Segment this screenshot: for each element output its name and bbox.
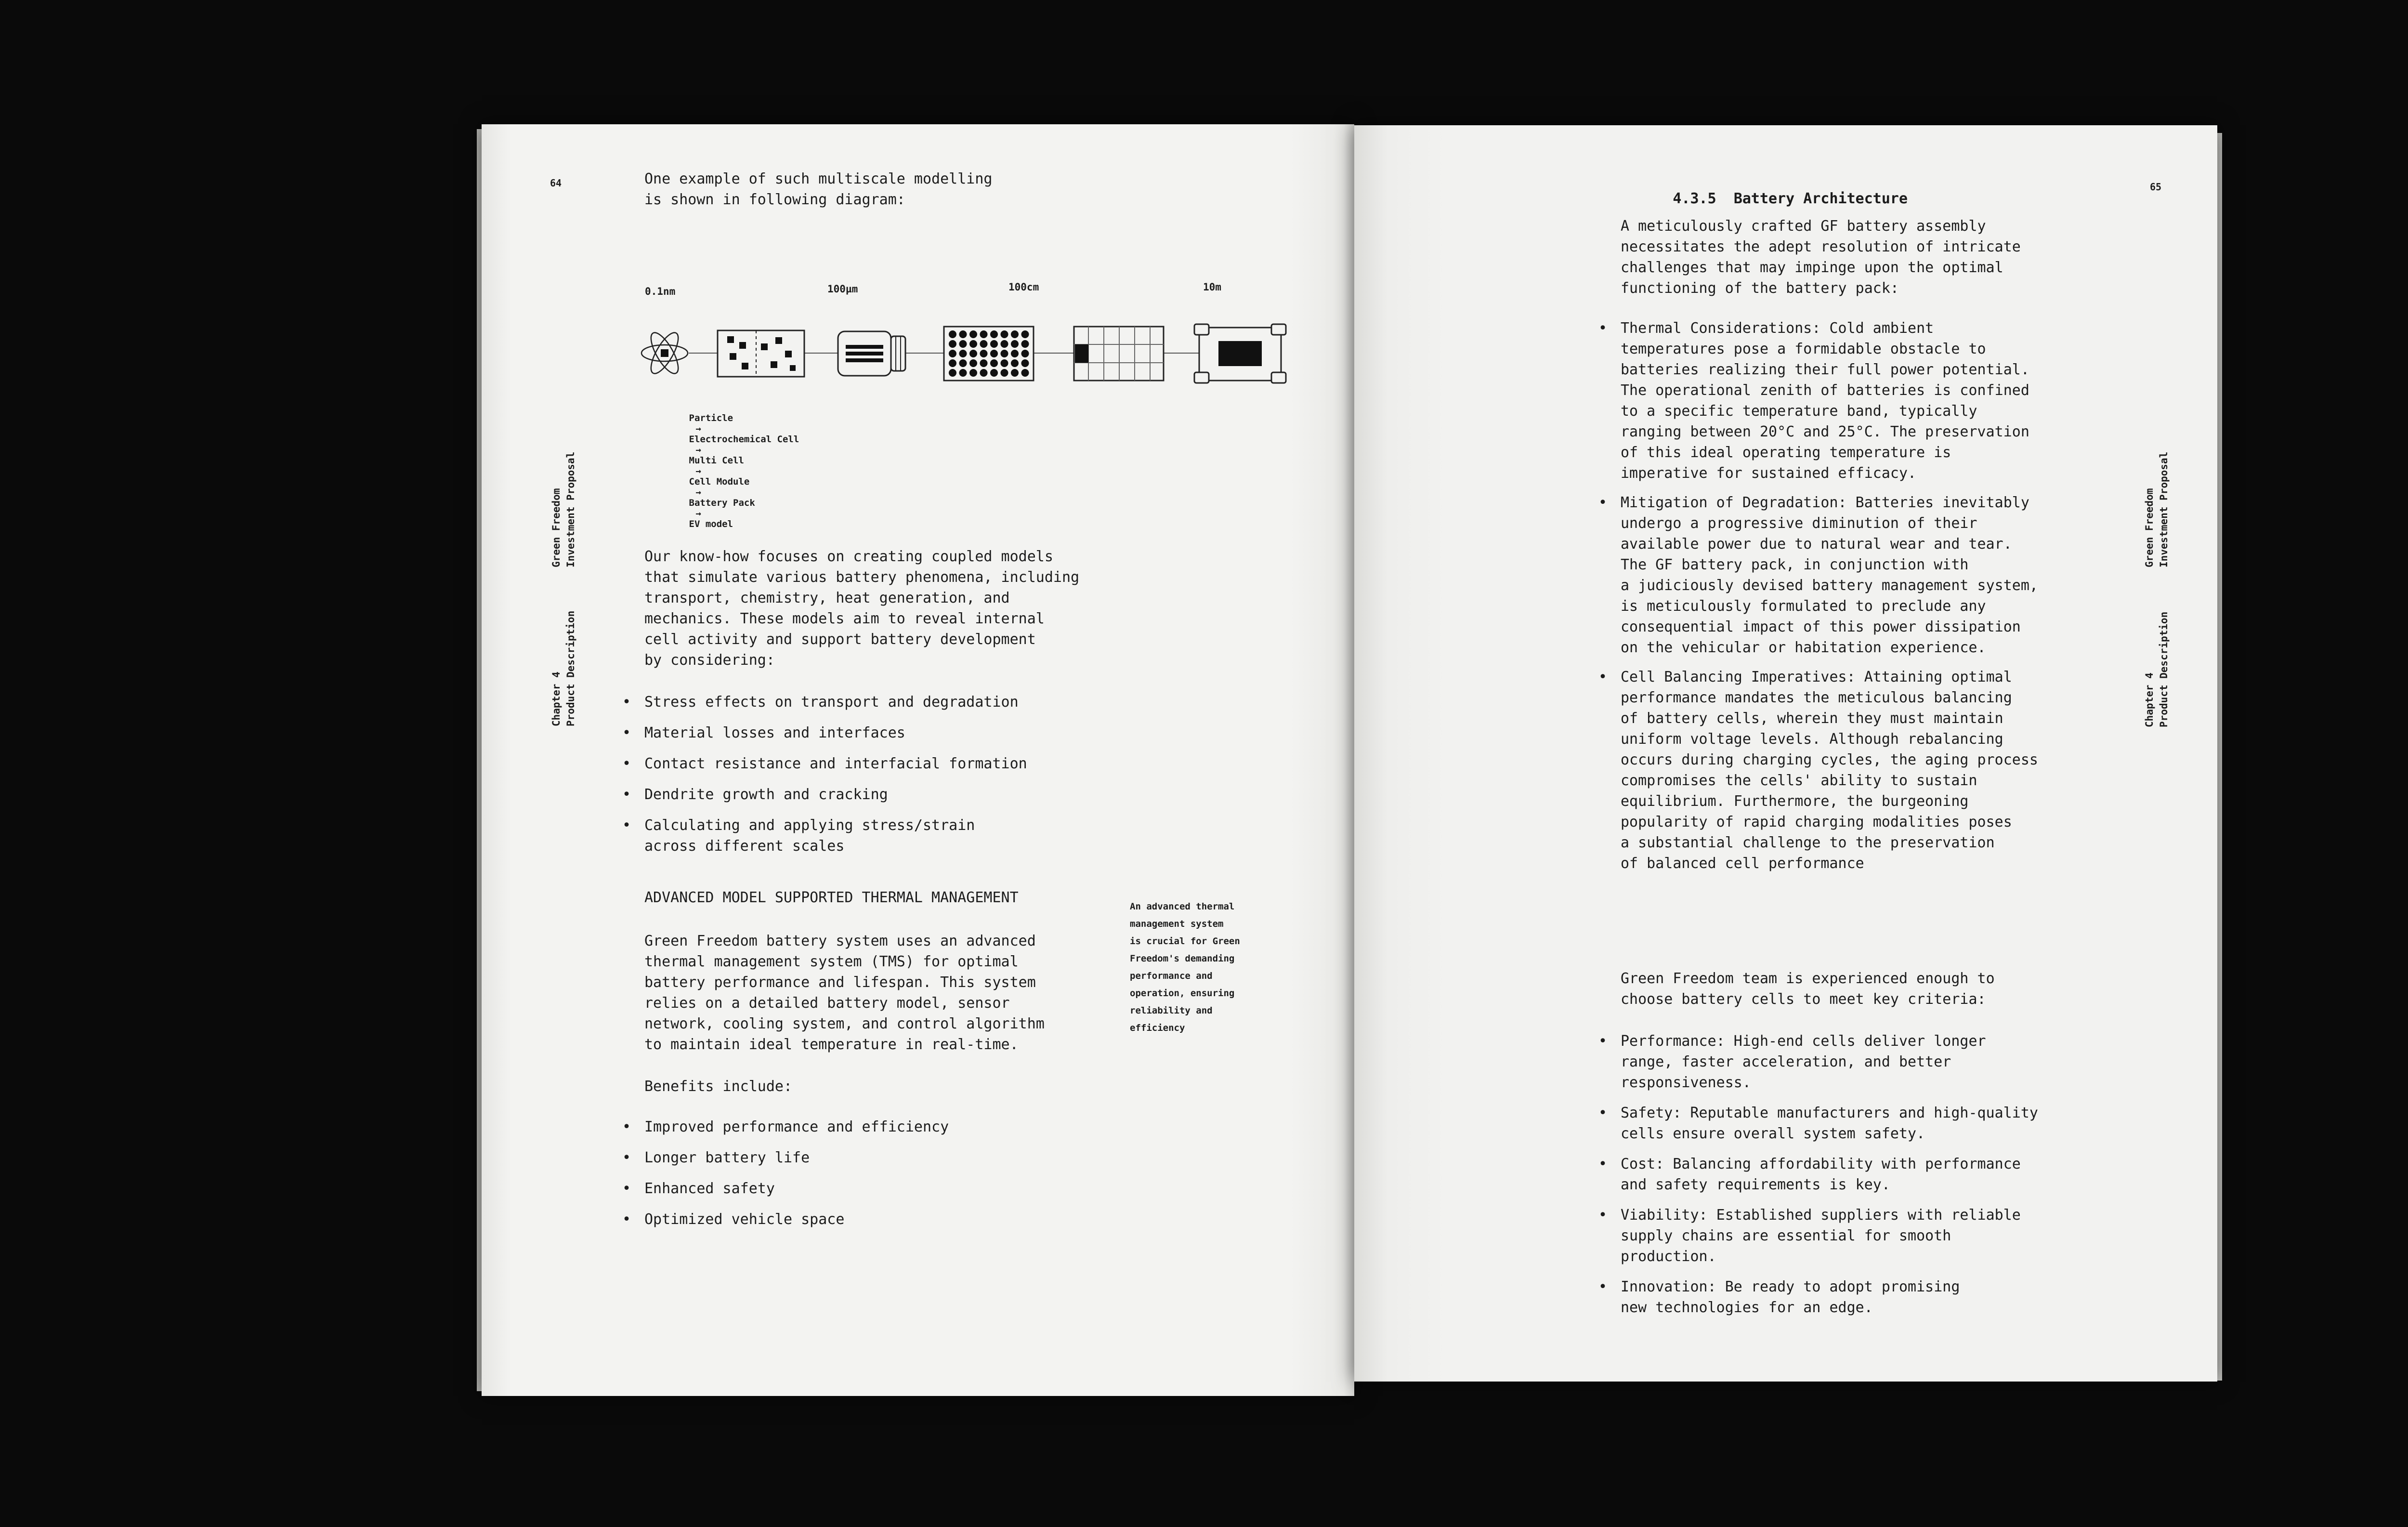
list-item: • Contact resistance and interfacial formation [644,753,1027,774]
list-item: • Material losses and interfaces [644,723,1027,743]
stage-ev-model: EV model [689,519,733,529]
list-item: • Performance: High-end cells deliver longer range, faster acceleration, and better responsiveness. [1621,1031,2038,1093]
list-item: • Longer battery life [644,1147,949,1168]
left-page [482,124,1354,1396]
diagram-intro: One example of such multiscale modelling is shown in following diagram: [644,171,993,208]
right-page [1354,125,2217,1382]
cell-module-icon [944,327,1034,381]
list-item: • Safety: Reputable manufacturers and high-quality cells ensure overall system safety. [1621,1103,2038,1144]
sidebar-document-title: Green Freedom Investment Proposal [550,451,576,567]
sidebar-chapter: Chapter 4 Product Description [550,610,576,726]
page-number-left: 64 [550,177,562,189]
stage-cell-module: Cell Module [689,476,750,487]
challenges-list [1621,318,2038,874]
diagram-icons [641,317,1305,389]
scale-label: 0.1nm [645,286,676,297]
list-item: • Thermal Considerations: Cold ambient temperatures pose a formidable obstacle to batteries realizing their full power potential. The operational zenith of batteries is confined to a specific temperature band, typically ranging between 20°C and 25°C. The preservation of this ideal operating temperature is imperative for sustained efficacy. [1621,318,2038,484]
stage-multi-cell: Multi Cell [689,455,744,466]
list-item: • Mitigation of Degradation: Batteries inevitably undergo a progressive diminution of their available power due to natural wear and tear. The GF battery pack, in conjunction with a judiciously devised battery management system, is meticulously formulated to preclude any consequential impact of this power dissipation on the vehicular or habitation experience. [1621,492,2038,658]
architecture-intro: A meticulously crafted GF battery assembly necessitates the adept resolution of intricate challenges that may impinge upon the optimal functioning of the battery pack: [1621,218,2021,297]
section-number: 4.3.5 [1673,190,1716,207]
stage-electrochemical-cell: Electrochemical Cell [689,434,799,445]
stage-battery-pack: Battery Pack [689,498,755,508]
list-item: • Stress effects on transport and degradation [644,692,1027,712]
list-item: • Enhanced safety [644,1178,949,1199]
arrow-icon: → [695,487,701,498]
team-paragraph: Green Freedom team is experienced enough to choose battery cells to meet key criteria: [1621,970,1995,1008]
arrow-icon: → [695,508,701,519]
tms-paragraph: Green Freedom battery system uses an advanced thermal management system (TMS) for optimal battery performance and lifespan. This system relies on a detailed battery model, sensor network, cooling system, and control algorithm to maintain ideal temperature in real-time. [644,933,1045,1053]
list-item: • Cost: Balancing affordability with performance and safety requirements is key. [1621,1154,2038,1195]
multi-cell-icon [838,331,905,376]
tms-heading: ADVANCED MODEL SUPPORTED THERMAL MANAGEMENT [644,889,1019,906]
sidebar-document-title: Green Freedom Investment Proposal [2144,451,2170,567]
stage-labels [645,402,799,540]
arrow-icon: → [695,466,701,476]
list-item: • Cell Balancing Imperatives: Attaining optimal performance mandates the meticulous balancing of battery cells, wherein they must maintain uniform voltage levels. Although rebalancing occurs during charging cycles, the aging process compromises the cells' ability to sustain equilibrium. Furthermore, the burgeoning popularity of rapid charging modalities poses a substantial challenge to the preservation of balanced cell performance [1621,667,2038,874]
benefits-intro: Benefits include: [644,1078,793,1095]
sidebar-chapter: Chapter 4 Product Description [2144,611,2170,727]
knowhow-paragraph: Our know-how focuses on creating coupled models that simulate various battery phenomena, including transport, chemistry, heat generation, and mechanics. These models aim to reveal internal cell activity and support battery development by considering: [644,548,1080,669]
criteria-list [1621,1031,2038,1318]
side-note: An advanced thermal management system is crucial for Green Freedom's demanding performance and operation, ensuring reliability and efficiency [1130,901,1240,1033]
electrochemical-cell-icon [718,330,804,377]
list-item: • Calculating and applying stress/strain across different scales [644,815,1027,856]
arrow-icon: → [695,423,701,434]
list-item: • Innovation: Be ready to adopt promising new technologies for an edge. [1621,1277,2038,1318]
section-title: Battery Architecture [1733,190,1908,207]
list-item: • Improved performance and efficiency [644,1117,949,1137]
scale-label: 100µm [827,283,858,295]
list-item: • Viability: Established suppliers with reliable supply chains are essential for smooth production. [1621,1205,2038,1267]
arrow-icon: → [695,445,701,455]
list-item: • Optimized vehicle space [644,1209,949,1230]
multiscale-diagram [641,278,1315,529]
battery-pack-icon [1074,327,1164,381]
atom-icon [641,329,688,377]
page-number-right: 65 [2150,181,2162,193]
scale-label: 10m [1203,281,1221,293]
benefits-list [644,1117,949,1230]
stage-particle: Particle [689,413,733,423]
scale-label: 100cm [1008,281,1039,293]
ev-model-icon [1194,324,1286,383]
list-item: • Dendrite growth and cracking [644,784,1027,805]
considerations-list [644,692,1027,856]
